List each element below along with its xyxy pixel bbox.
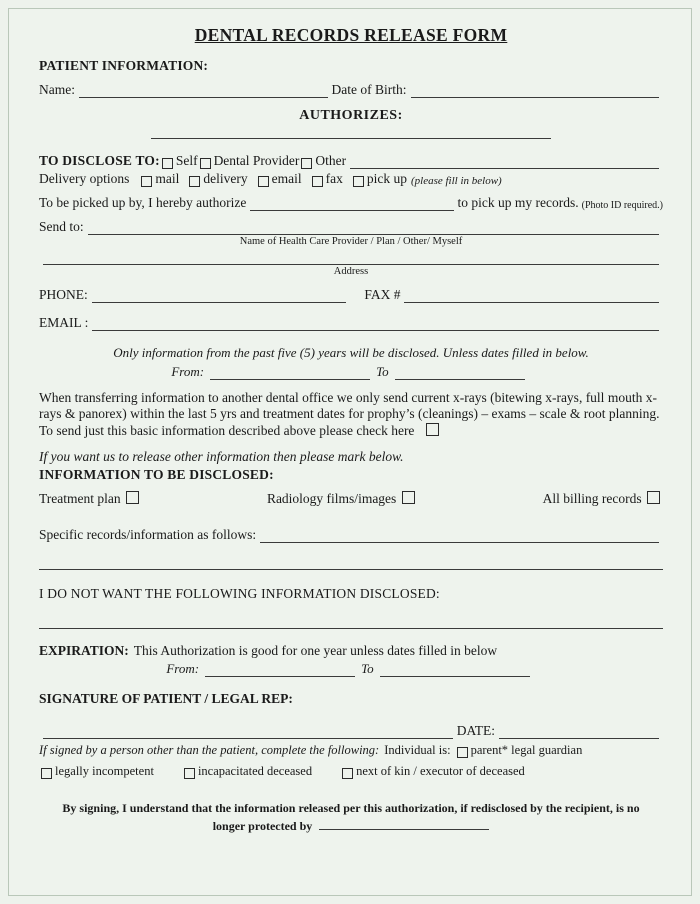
phone-input[interactable] — [92, 289, 347, 303]
expiration-label: EXPIRATION: — [39, 643, 129, 659]
information-disclosed-options — [39, 491, 663, 507]
disclose-option-self: Self — [175, 153, 198, 168]
checkbox-dental-provider[interactable] — [200, 158, 211, 169]
delivery-option-delivery: delivery — [203, 171, 248, 186]
expiration-row — [39, 643, 663, 659]
checkbox-basic-info[interactable] — [426, 423, 439, 436]
delivery-option-pick-up: pick up — [366, 171, 407, 186]
disclose-option-dental-provider: Dental Provider — [213, 153, 300, 168]
transfer-paragraph — [39, 390, 663, 439]
option-radiology — [267, 491, 418, 507]
page-title: DENTAL RECORDS RELEASE FORM — [194, 25, 508, 45]
delivery-option-email: email — [271, 171, 302, 186]
other-info-note: If you want us to release other information then please mark below. — [39, 449, 404, 465]
disclose-to-row — [39, 153, 663, 169]
option-treatment-plan — [39, 491, 142, 507]
checkbox-email[interactable] — [258, 176, 269, 187]
checkbox-mail[interactable] — [141, 176, 152, 187]
individual-is-label: Individual is: — [384, 743, 451, 758]
disclosure-from-label: From: — [171, 364, 205, 379]
disclosure-date-range — [39, 364, 663, 380]
pickup-authorize-row — [39, 195, 663, 211]
email-input[interactable] — [92, 317, 659, 331]
authorizes-label: AUTHORIZES: — [299, 108, 403, 123]
dob-label: Date of Birth: — [331, 82, 407, 97]
specific-records-row — [39, 527, 663, 543]
checkbox-other[interactable] — [301, 158, 312, 169]
send-to-row — [39, 219, 663, 235]
authorizes-input[interactable] — [151, 126, 551, 139]
option-billing — [543, 491, 663, 507]
expiration-date-range — [39, 661, 663, 677]
footer-line-2-wrap — [39, 817, 663, 835]
footer-protected-by-input[interactable] — [319, 817, 489, 830]
specific-records-input-line2[interactable] — [39, 555, 663, 570]
pickup-line-prefix: To be picked up by, I hereby authorize — [39, 195, 247, 210]
email-label: EMAIL : — [39, 315, 89, 330]
expiration-from-label: From: — [166, 661, 200, 677]
photo-id-note: (Photo ID required.) — [581, 200, 663, 211]
fax-input[interactable] — [404, 289, 659, 303]
address-input[interactable] — [43, 251, 659, 265]
transfer-paragraph-text: When transferring information to another dental office we only send current x-rays (bitewing x-rays, full mouth x-rays & panorex) within the last 5 yrs and treatment dates for prophy’s (cleanings) – exams – scale & root planning. To send just this basic information described above please check here — [39, 390, 660, 438]
if-signed-row — [39, 743, 663, 758]
disclose-to-label: TO DISCLOSE TO: — [39, 153, 160, 168]
phone-label: PHONE: — [39, 287, 88, 302]
checkbox-delivery[interactable] — [189, 176, 200, 187]
checkbox-incapacitated-deceased[interactable] — [184, 768, 195, 779]
individual-option-parent: parent* legal guardian — [470, 743, 583, 758]
footer-line-1: By signing, I understand that the information released per this authorization, if redisclosed by the recipient, is no — [62, 801, 640, 816]
checkbox-self[interactable] — [162, 158, 173, 169]
delivery-options-label: Delivery options — [39, 171, 130, 186]
checkbox-treatment-plan[interactable] — [126, 491, 139, 504]
send-to-label: Send to: — [39, 219, 84, 234]
specific-records-input[interactable] — [260, 529, 659, 543]
checkbox-pick-up[interactable] — [353, 176, 364, 187]
option-billing-label: All billing records — [542, 491, 642, 507]
checkbox-billing[interactable] — [647, 491, 660, 504]
checkbox-parent-legal-guardian[interactable] — [457, 747, 468, 758]
checkbox-fax[interactable] — [312, 176, 323, 187]
checkbox-legally-incompetent[interactable] — [41, 768, 52, 779]
expiration-to-label: To — [361, 661, 374, 677]
email-row — [39, 315, 663, 331]
footer-line-2: longer protected by — [212, 819, 313, 833]
form-sheet — [8, 8, 692, 896]
pickup-note: (please fill in below) — [410, 175, 502, 187]
disclose-option-other: Other — [315, 153, 347, 168]
name-dob-row — [39, 82, 663, 98]
signature-date-row — [39, 723, 663, 739]
individual-options-row — [39, 764, 663, 779]
send-to-caption: Name of Health Care Provider / Plan / Other/ Myself — [239, 236, 463, 247]
date-input[interactable] — [499, 725, 659, 739]
checkbox-next-of-kin[interactable] — [342, 768, 353, 779]
delivery-option-fax: fax — [325, 171, 343, 186]
patient-information-heading: PATIENT INFORMATION: — [39, 58, 209, 73]
name-input[interactable] — [79, 84, 328, 98]
expiration-text: This Authorization is good for one year unless dates filled in below — [133, 643, 498, 659]
expiration-from-input[interactable] — [205, 664, 355, 677]
disclose-other-input[interactable] — [350, 155, 659, 169]
if-signed-note: If signed by a person other than the patient, complete the following: — [39, 743, 380, 758]
signature-input[interactable] — [43, 725, 453, 739]
phone-fax-row — [39, 287, 663, 303]
name-label: Name: — [39, 82, 75, 97]
do-not-disclose-input[interactable] — [39, 614, 663, 629]
address-caption: Address — [333, 266, 369, 277]
information-disclosed-heading: INFORMATION TO BE DISCLOSED: — [39, 467, 274, 483]
expiration-to-input[interactable] — [380, 664, 530, 677]
individual-option-incapacitated: incapacitated deceased — [197, 764, 313, 779]
five-year-note: Only information from the past five (5) years will be disclosed. Unless dates filled in below. — [113, 345, 589, 360]
footer-disclaimer — [39, 801, 663, 834]
disclosure-to-label: To — [376, 364, 389, 379]
delivery-option-mail: mail — [155, 171, 180, 186]
individual-option-next-of-kin: next of kin / executor of deceased — [356, 764, 525, 779]
dob-input[interactable] — [411, 84, 660, 98]
signature-heading: SIGNATURE OF PATIENT / LEGAL REP: — [39, 691, 293, 707]
send-to-input[interactable] — [88, 221, 659, 235]
disclosure-from-input[interactable] — [210, 367, 370, 380]
specific-records-label: Specific records/information as follows: — [39, 527, 257, 543]
fax-label: FAX # — [364, 287, 401, 302]
checkbox-radiology[interactable] — [402, 491, 415, 504]
do-not-disclose-label: I DO NOT WANT THE FOLLOWING INFORMATION DISCLOSED: — [39, 586, 440, 602]
pickup-line-suffix: to pick up my records. — [457, 195, 579, 210]
delivery-options-row — [39, 171, 663, 187]
disclosure-to-input[interactable] — [395, 367, 525, 380]
individual-option-legally-incompetent: legally incompetent — [55, 764, 154, 779]
option-radiology-label: Radiology films/images — [266, 491, 397, 507]
pickup-authorize-input[interactable] — [250, 197, 453, 211]
address-row — [39, 251, 663, 265]
date-label: DATE: — [456, 723, 495, 739]
option-treatment-plan-label: Treatment plan — [39, 491, 121, 507]
